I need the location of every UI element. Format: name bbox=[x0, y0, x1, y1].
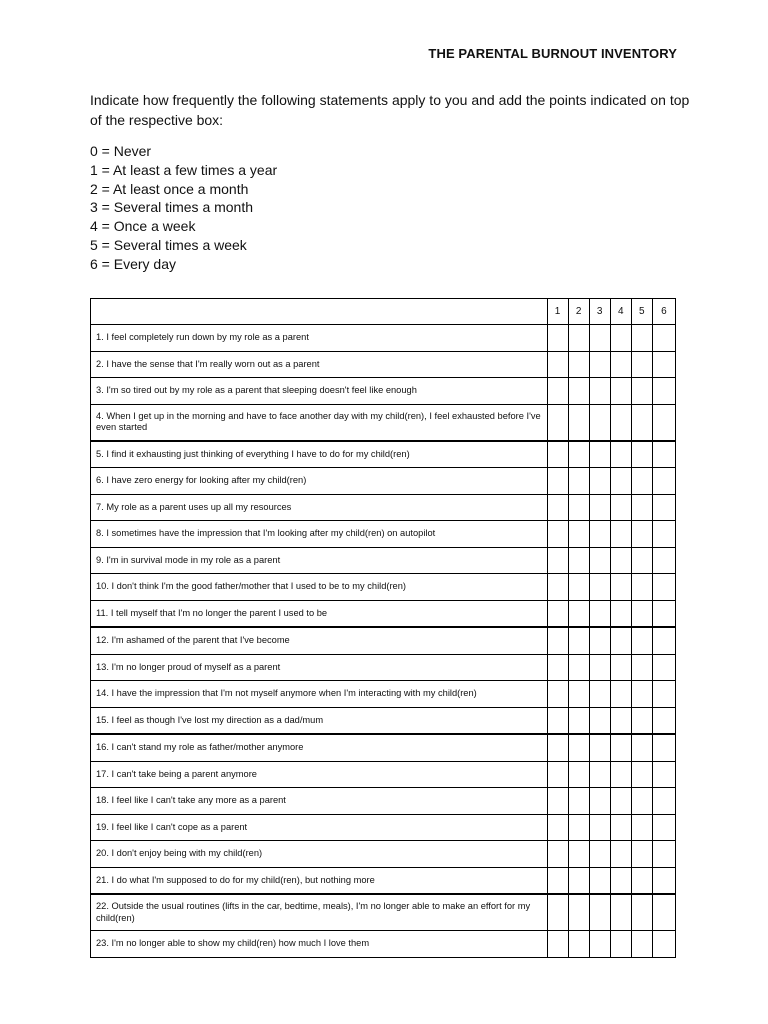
answer-box-3[interactable] bbox=[589, 547, 610, 574]
statement-text: 2. I have the sense that I'm really worn out as a parent bbox=[91, 351, 548, 378]
answer-box-1[interactable] bbox=[547, 841, 568, 868]
answer-box-5[interactable] bbox=[631, 707, 652, 734]
answer-box-1[interactable] bbox=[547, 734, 568, 761]
answer-box-5[interactable] bbox=[631, 468, 652, 495]
answer-box-5[interactable] bbox=[631, 600, 652, 627]
table-row bbox=[91, 351, 676, 378]
answer-box-2[interactable] bbox=[568, 600, 589, 627]
answer-box-1[interactable] bbox=[547, 707, 568, 734]
statement-text: 9. I'm in survival mode in my role as a parent bbox=[91, 547, 548, 574]
statement-text: 6. I have zero energy for looking after my child(ren) bbox=[91, 468, 548, 495]
answer-box-6[interactable] bbox=[652, 627, 675, 654]
answer-box-4[interactable] bbox=[610, 351, 631, 378]
answer-box-3[interactable] bbox=[589, 468, 610, 495]
statement-text: 23. I'm no longer able to show my child(ren) how much I love them bbox=[91, 931, 548, 958]
answer-box-5[interactable] bbox=[631, 547, 652, 574]
answer-box-1[interactable] bbox=[547, 654, 568, 681]
answer-box-5[interactable] bbox=[631, 788, 652, 815]
answer-box-6[interactable] bbox=[652, 574, 675, 601]
answer-box-4[interactable] bbox=[610, 707, 631, 734]
column-header: 6 bbox=[652, 299, 675, 325]
answer-box-5[interactable] bbox=[631, 404, 652, 441]
answer-box-4[interactable] bbox=[610, 681, 631, 708]
answer-box-5[interactable] bbox=[631, 378, 652, 405]
answer-box-4[interactable] bbox=[610, 325, 631, 352]
statement-text: 19. I feel like I can't cope as a parent bbox=[91, 814, 548, 841]
answer-box-4[interactable] bbox=[610, 894, 631, 931]
statement-text: 12. I'm ashamed of the parent that I've become bbox=[91, 627, 548, 654]
answer-box-4[interactable] bbox=[610, 761, 631, 788]
answer-box-2[interactable] bbox=[568, 325, 589, 352]
answer-box-1[interactable] bbox=[547, 547, 568, 574]
table-row bbox=[91, 867, 676, 894]
answer-box-6[interactable] bbox=[652, 351, 675, 378]
answer-box-6[interactable] bbox=[652, 894, 675, 931]
answer-box-4[interactable] bbox=[610, 441, 631, 468]
answer-box-1[interactable] bbox=[547, 814, 568, 841]
table-header-row bbox=[91, 299, 676, 325]
answer-box-1[interactable] bbox=[547, 494, 568, 521]
statement-text: 16. I can't stand my role as father/mother anymore bbox=[91, 734, 548, 761]
table-row bbox=[91, 325, 676, 352]
answer-box-3[interactable] bbox=[589, 351, 610, 378]
answer-box-3[interactable] bbox=[589, 574, 610, 601]
table-row bbox=[91, 734, 676, 761]
table-row bbox=[91, 707, 676, 734]
answer-box-3[interactable] bbox=[589, 814, 610, 841]
answer-box-2[interactable] bbox=[568, 378, 589, 405]
answer-box-6[interactable] bbox=[652, 404, 675, 441]
statement-header bbox=[91, 299, 548, 325]
answer-box-3[interactable] bbox=[589, 378, 610, 405]
answer-box-4[interactable] bbox=[610, 468, 631, 495]
answer-box-2[interactable] bbox=[568, 867, 589, 894]
answer-box-3[interactable] bbox=[589, 494, 610, 521]
answer-box-3[interactable] bbox=[589, 841, 610, 868]
answer-box-2[interactable] bbox=[568, 681, 589, 708]
answer-box-2[interactable] bbox=[568, 734, 589, 761]
table-row bbox=[91, 600, 676, 627]
answer-box-2[interactable] bbox=[568, 814, 589, 841]
table-row bbox=[91, 574, 676, 601]
answer-box-4[interactable] bbox=[610, 378, 631, 405]
answer-box-1[interactable] bbox=[547, 521, 568, 548]
answer-box-6[interactable] bbox=[652, 867, 675, 894]
column-header: 1 bbox=[547, 299, 568, 325]
statement-text: 13. I'm no longer proud of myself as a parent bbox=[91, 654, 548, 681]
answer-box-2[interactable] bbox=[568, 521, 589, 548]
table-row bbox=[91, 547, 676, 574]
table-row bbox=[91, 788, 676, 815]
statement-text: 11. I tell myself that I'm no longer the parent I used to be bbox=[91, 600, 548, 627]
answer-box-6[interactable] bbox=[652, 378, 675, 405]
answer-box-1[interactable] bbox=[547, 931, 568, 958]
answer-box-3[interactable] bbox=[589, 521, 610, 548]
statement-text: 10. I don't think I'm the good father/mother that I used to be to my child(ren) bbox=[91, 574, 548, 601]
answer-box-4[interactable] bbox=[610, 654, 631, 681]
answer-box-4[interactable] bbox=[610, 814, 631, 841]
answer-box-4[interactable] bbox=[610, 788, 631, 815]
answer-box-4[interactable] bbox=[610, 547, 631, 574]
table-row bbox=[91, 814, 676, 841]
inventory-table bbox=[90, 298, 676, 958]
answer-box-3[interactable] bbox=[589, 325, 610, 352]
statement-text: 4. When I get up in the morning and have to face another day with my child(ren), I feel exhausted before I've even started bbox=[91, 404, 548, 441]
answer-box-5[interactable] bbox=[631, 441, 652, 468]
answer-box-6[interactable] bbox=[652, 654, 675, 681]
answer-box-6[interactable] bbox=[652, 931, 675, 958]
answer-box-2[interactable] bbox=[568, 894, 589, 931]
answer-box-1[interactable] bbox=[547, 574, 568, 601]
answer-box-6[interactable] bbox=[652, 788, 675, 815]
column-header: 4 bbox=[610, 299, 631, 325]
answer-box-5[interactable] bbox=[631, 841, 652, 868]
instructions: Indicate how frequently the following statements apply to you and add the points indicated on top of the respective box: bbox=[90, 92, 690, 128]
answer-box-1[interactable] bbox=[547, 404, 568, 441]
table-row bbox=[91, 441, 676, 468]
answer-box-2[interactable] bbox=[568, 627, 589, 654]
answer-box-5[interactable] bbox=[631, 627, 652, 654]
answer-box-3[interactable] bbox=[589, 654, 610, 681]
answer-box-4[interactable] bbox=[610, 574, 631, 601]
statement-text: 21. I do what I'm supposed to do for my child(ren), but nothing more bbox=[91, 867, 548, 894]
answer-box-5[interactable] bbox=[631, 867, 652, 894]
answer-box-2[interactable] bbox=[568, 931, 589, 958]
answer-box-4[interactable] bbox=[610, 734, 631, 761]
table-row bbox=[91, 494, 676, 521]
answer-box-5[interactable] bbox=[631, 325, 652, 352]
answer-box-5[interactable] bbox=[631, 814, 652, 841]
answer-box-1[interactable] bbox=[547, 894, 568, 931]
answer-box-3[interactable] bbox=[589, 441, 610, 468]
table-row bbox=[91, 378, 676, 405]
table-row bbox=[91, 404, 676, 441]
answer-box-1[interactable] bbox=[547, 325, 568, 352]
table-row bbox=[91, 761, 676, 788]
answer-box-4[interactable] bbox=[610, 494, 631, 521]
table-row bbox=[91, 894, 676, 931]
statement-text: 22. Outside the usual routines (lifts in the car, bedtime, meals), I'm no longer able to make an effort for my child(ren) bbox=[91, 894, 548, 931]
answer-box-4[interactable] bbox=[610, 931, 631, 958]
answer-box-6[interactable] bbox=[652, 681, 675, 708]
answer-box-2[interactable] bbox=[568, 468, 589, 495]
answer-box-4[interactable] bbox=[610, 404, 631, 441]
table-row bbox=[91, 841, 676, 868]
answer-box-4[interactable] bbox=[610, 867, 631, 894]
answer-box-2[interactable] bbox=[568, 404, 589, 441]
answer-box-1[interactable] bbox=[547, 351, 568, 378]
column-header: 3 bbox=[589, 299, 610, 325]
answer-box-6[interactable] bbox=[652, 325, 675, 352]
rating-scale bbox=[90, 142, 277, 274]
answer-box-3[interactable] bbox=[589, 627, 610, 654]
table-row bbox=[91, 521, 676, 548]
answer-box-3[interactable] bbox=[589, 894, 610, 931]
statement-text: 18. I feel like I can't take any more as a parent bbox=[91, 788, 548, 815]
answer-box-3[interactable] bbox=[589, 788, 610, 815]
answer-box-4[interactable] bbox=[610, 841, 631, 868]
answer-box-6[interactable] bbox=[652, 441, 675, 468]
answer-box-5[interactable] bbox=[631, 894, 652, 931]
statement-text: 14. I have the impression that I'm not myself anymore when I'm interacting with my child(ren) bbox=[91, 681, 548, 708]
answer-box-5[interactable] bbox=[631, 681, 652, 708]
scale-item: 1 = At least a few times a year bbox=[90, 161, 278, 178]
answer-box-6[interactable] bbox=[652, 707, 675, 734]
answer-box-2[interactable] bbox=[568, 547, 589, 574]
answer-box-1[interactable] bbox=[547, 600, 568, 627]
statement-text: 1. I feel completely run down by my role as a parent bbox=[91, 325, 548, 352]
answer-box-6[interactable] bbox=[652, 761, 675, 788]
answer-box-5[interactable] bbox=[631, 351, 652, 378]
table-row bbox=[91, 654, 676, 681]
column-header: 5 bbox=[631, 299, 652, 325]
scale-item: 6 = Every day bbox=[90, 255, 176, 272]
answer-box-3[interactable] bbox=[589, 600, 610, 627]
answer-box-1[interactable] bbox=[547, 627, 568, 654]
answer-box-6[interactable] bbox=[652, 547, 675, 574]
statement-text: 8. I sometimes have the impression that I'm looking after my child(ren) on autopilot bbox=[91, 521, 548, 548]
scale-item: 5 = Several times a week bbox=[90, 236, 247, 253]
table-row bbox=[91, 931, 676, 958]
answer-box-1[interactable] bbox=[547, 681, 568, 708]
answer-box-3[interactable] bbox=[589, 681, 610, 708]
answer-box-5[interactable] bbox=[631, 931, 652, 958]
answer-box-3[interactable] bbox=[589, 404, 610, 441]
answer-box-2[interactable] bbox=[568, 707, 589, 734]
statement-text: 7. My role as a parent uses up all my resources bbox=[91, 494, 548, 521]
answer-box-3[interactable] bbox=[589, 867, 610, 894]
answer-box-5[interactable] bbox=[631, 761, 652, 788]
table-row bbox=[91, 468, 676, 495]
answer-box-2[interactable] bbox=[568, 574, 589, 601]
answer-box-5[interactable] bbox=[631, 654, 652, 681]
statement-text: 15. I feel as though I've lost my direction as a dad/mum bbox=[91, 707, 548, 734]
scale-item: 4 = Once a week bbox=[90, 218, 196, 235]
statement-text: 17. I can't take being a parent anymore bbox=[91, 761, 548, 788]
answer-box-1[interactable] bbox=[547, 761, 568, 788]
answer-box-3[interactable] bbox=[589, 761, 610, 788]
answer-box-2[interactable] bbox=[568, 351, 589, 378]
scale-item: 3 = Several times a month bbox=[90, 199, 254, 216]
answer-box-5[interactable] bbox=[631, 494, 652, 521]
answer-box-6[interactable] bbox=[652, 841, 675, 868]
answer-box-2[interactable] bbox=[568, 788, 589, 815]
answer-box-6[interactable] bbox=[652, 468, 675, 495]
answer-box-3[interactable] bbox=[589, 931, 610, 958]
answer-box-5[interactable] bbox=[631, 574, 652, 601]
table-row bbox=[91, 627, 676, 654]
table-row bbox=[91, 681, 676, 708]
page-title: THE PARENTAL BURNOUT INVENTORY bbox=[428, 46, 677, 61]
statement-text: 20. I don't enjoy being with my child(ren) bbox=[91, 841, 548, 868]
answer-box-6[interactable] bbox=[652, 494, 675, 521]
answer-box-6[interactable] bbox=[652, 600, 675, 627]
answer-box-2[interactable] bbox=[568, 494, 589, 521]
answer-box-1[interactable] bbox=[547, 788, 568, 815]
answer-box-6[interactable] bbox=[652, 814, 675, 841]
answer-box-2[interactable] bbox=[568, 761, 589, 788]
answer-box-6[interactable] bbox=[652, 734, 675, 761]
answer-box-2[interactable] bbox=[568, 841, 589, 868]
scale-item: 0 = Never bbox=[90, 143, 152, 159]
answer-box-1[interactable] bbox=[547, 441, 568, 468]
column-header: 2 bbox=[568, 299, 589, 325]
answer-box-4[interactable] bbox=[610, 521, 631, 548]
answer-box-3[interactable] bbox=[589, 707, 610, 734]
answer-box-2[interactable] bbox=[568, 654, 589, 681]
answer-box-1[interactable] bbox=[547, 378, 568, 405]
answer-box-6[interactable] bbox=[652, 521, 675, 548]
answer-box-5[interactable] bbox=[631, 521, 652, 548]
answer-box-3[interactable] bbox=[589, 734, 610, 761]
answer-box-1[interactable] bbox=[547, 867, 568, 894]
statement-text: 3. I'm so tired out by my role as a parent that sleeping doesn't feel like enough bbox=[91, 378, 548, 405]
answer-box-2[interactable] bbox=[568, 441, 589, 468]
answer-box-4[interactable] bbox=[610, 627, 631, 654]
answer-box-1[interactable] bbox=[547, 468, 568, 495]
scale-item: 2 = At least once a month bbox=[90, 180, 249, 197]
answer-box-5[interactable] bbox=[631, 734, 652, 761]
statement-text: 5. I find it exhausting just thinking of everything I have to do for my child(ren) bbox=[91, 441, 548, 468]
answer-box-4[interactable] bbox=[610, 600, 631, 627]
